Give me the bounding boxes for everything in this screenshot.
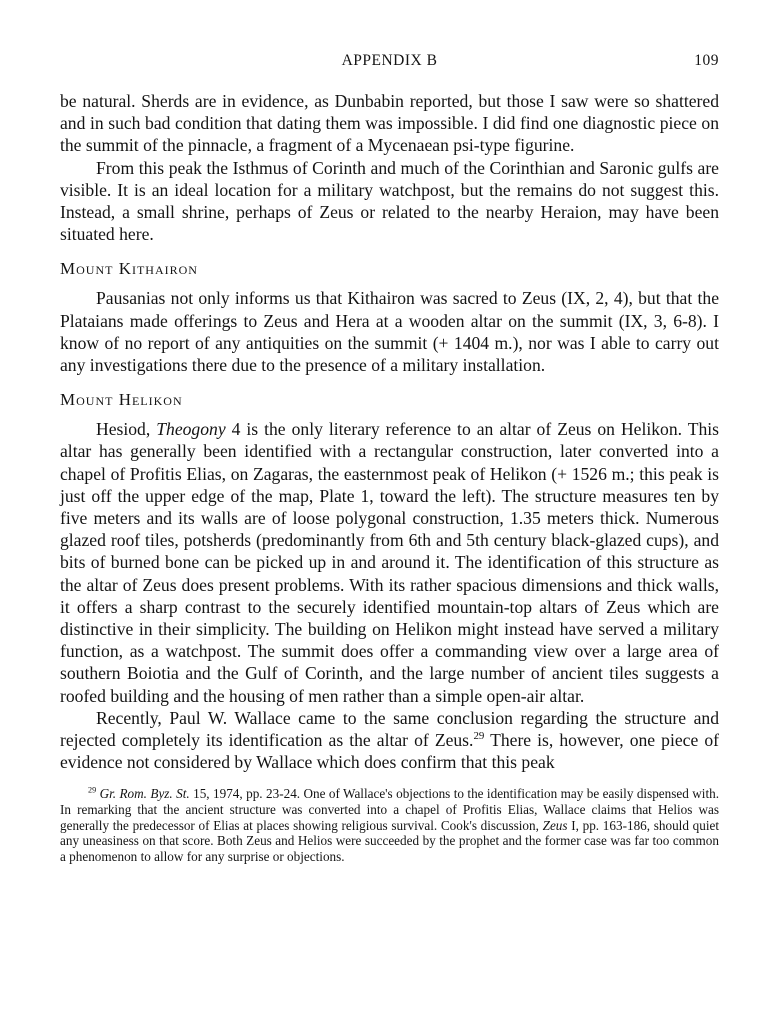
section-heading-kithairon: Mount Kithairon: [60, 259, 198, 279]
section-heading-helikon: Mount Helikon: [60, 390, 183, 410]
page: [60, 52, 719, 864]
footnote-reference: 29: [473, 730, 485, 743]
page-number: 109: [694, 52, 719, 69]
running-title: APPENDIX B: [341, 52, 438, 69]
footnote-text: 15, 1974, pp. 23-24. One of Wallace's objections to the identification may be easily dispensed with. In remarking that the ancient structure was converted into a chapel of Profitis Elias, Wallace claims that Helios was generally the predecessor of Elias at places showing religious survival. Cook's discussion,: [60, 786, 719, 833]
footnote-number: 29: [88, 786, 97, 796]
footnote-work: Zeus: [542, 817, 568, 833]
footnotes: [60, 786, 719, 864]
paragraph: [60, 418, 719, 707]
work-title: Theogony: [156, 419, 226, 440]
text-run: Recently, Paul W. Wallace came to the same conclusion regarding the structure and rejected completely its identification as the altar of Zeus.: [60, 707, 719, 751]
paragraph: From this peak the Isthmus of Corinth and much of the Corinthian and Saronic gulfs are visible. It is an ideal location for a military watchpost, but the remains do not suggest this. Instead, a small shrine, perhaps of Zeus or related to the nearby Heraion, may have been situated here.: [60, 157, 719, 245]
running-head: [60, 52, 719, 76]
paragraph: be natural. Sherds are in evidence, as Dunbabin reported, but those I saw were so shattered and in such bad condition that dating them was impossible. I did find one diagnostic piece on the summit of the pinnacle, a fragment of a Mycenaean psi-type figurine.: [60, 91, 719, 156]
text-run: Hesiod,: [96, 419, 157, 440]
text-run: There is, however, one piece of evidence not considered by Wallace which does confirm that this peak: [60, 730, 719, 773]
text-run: 4 is the only literary reference to an altar of Zeus on Helikon. This altar has generally been identified with a rectangular construction, later converted into a chapel of Profitis Elias, on Zagaras, the easternmost peak of Helikon (+ 1526 m.; this peak is just off the upper edge of the map, Plate 1, toward the left). The structure measures ten by five meters and its walls are of loose polygonal construction, 1.35 meters thick. Numerous glazed roof tiles, potsherds (predominantly from 6th and 5th century black-glazed cups), and bits of burned bone can be picked up in and around it. The identification of this structure as the altar of Zeus does present problems. With its rather spacious dimensions and thick walls, it offers a sharp contrast to the securely identified mountain-top altars of Zeus which are distinctive in their simplicity. The building on Helikon might instead have served a military function, as a watchpost. The summit does offer a commanding view over a large area of southern Boiotia and the Gulf of Corinth, and the large number of ancient tiles suggests a roofed building and the housing of men rather than a simple open-air altar.: [60, 419, 719, 706]
footnote-source: Gr. Rom. Byz. St.: [99, 786, 190, 802]
footnote-text: I, pp. 163-186, should quiet any uneasiness on that score. Both Zeus and Helios were succeeded by the prophet and the former case was far too common a phenomenon to allow for any surprise or objections.: [60, 817, 719, 864]
body-text: [60, 90, 719, 773]
paragraph: Pausanias not only informs us that Kithairon was sacred to Zeus (IX, 2, 4), but that the Plataians made offerings to Zeus and Hera at a wooden altar on the summit (IX, 3, 6-8). I know of no report of any antiquities on the summit (+ 1404 m.), nor was I able to carry out any investigations there due to the presence of a military installation.: [60, 288, 719, 376]
paragraph: [60, 707, 719, 774]
footnote: [60, 786, 719, 864]
